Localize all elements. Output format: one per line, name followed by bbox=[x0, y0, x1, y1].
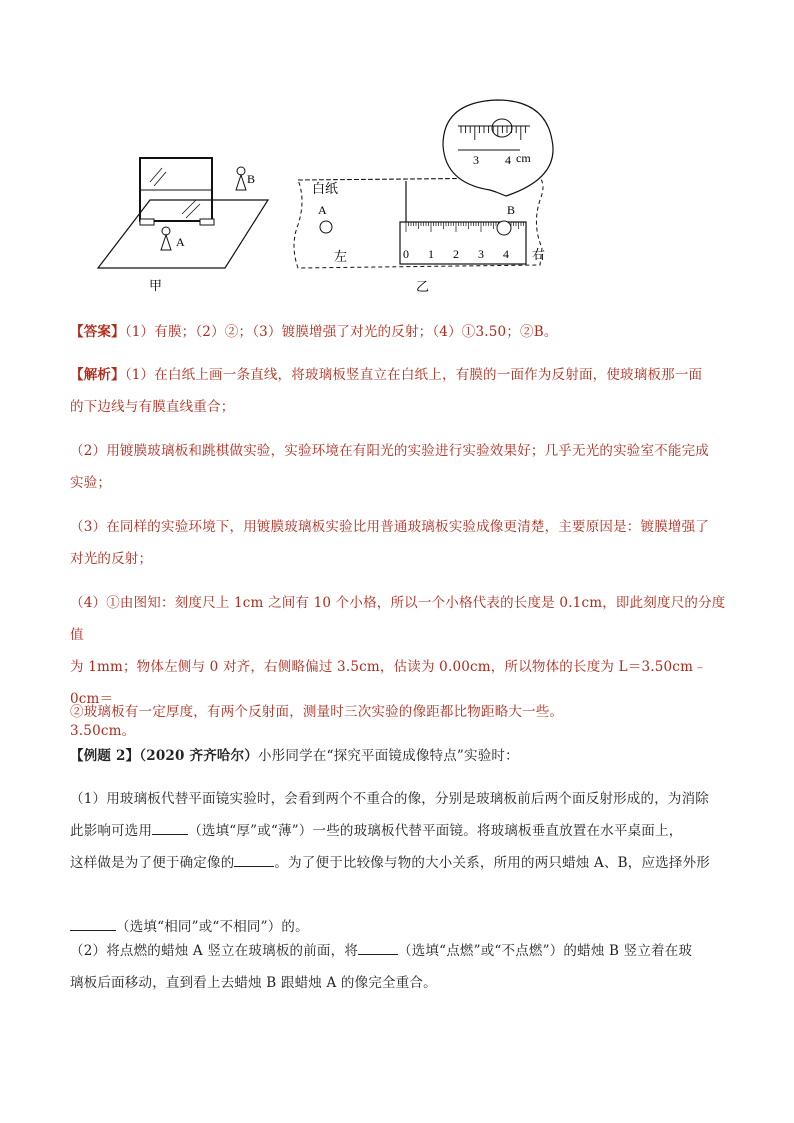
analysis-p1: （1）在白纸上画一条直线，将玻璃板竖直立在白纸上，有膜的一面作为反射面，使玻璃板那一面 bbox=[124, 367, 703, 383]
answer-tag: 【答案】 bbox=[70, 324, 125, 340]
zoom-tick-3: 3 bbox=[473, 153, 479, 167]
q2-line-a-post: （选填“点燃”或“不点燃”）的蜡烛 B 竖立着在玻 bbox=[398, 943, 693, 959]
q1-line-b-post: （选填“厚”或“薄”）一些的玻璃板代替平面镜。将玻璃板垂直放置在水平桌面上， bbox=[188, 823, 683, 839]
glass-shine bbox=[186, 204, 200, 218]
jia-label-b: B bbox=[247, 172, 256, 186]
q2-line-a-pre: （2）将点燃的蜡烛 A 竖立在玻璃板的前面，将 bbox=[70, 943, 359, 959]
jia-caption: 甲 bbox=[149, 279, 163, 294]
analysis-block-5 bbox=[70, 696, 726, 728]
ruler-tick-2: 2 bbox=[453, 247, 459, 261]
q1-line-c-pre: 这样做是为了便于确定像的 bbox=[70, 855, 235, 871]
glass-foot-left bbox=[140, 219, 154, 225]
ruler-tick-1: 1 bbox=[428, 247, 434, 261]
figure-yi bbox=[294, 100, 553, 295]
glass-foot-right bbox=[200, 219, 214, 225]
analysis-block-1 bbox=[70, 359, 726, 423]
example-source: （2020 齐齐哈尔） bbox=[139, 748, 259, 764]
glass-shine bbox=[154, 172, 166, 186]
answer-paragraph bbox=[70, 316, 726, 348]
zoom-tick-4: 4 bbox=[505, 153, 511, 167]
analysis-p1b: 的下边线与有膜直线重合； bbox=[70, 399, 235, 415]
blank-shape[interactable] bbox=[70, 916, 116, 931]
yi-label-b: B bbox=[507, 203, 516, 217]
ruler-tick-0: 0 bbox=[403, 247, 409, 261]
object-a bbox=[320, 221, 332, 233]
yi-caption: 乙 bbox=[416, 280, 430, 295]
q1-line-b-pre: 此影响可选用 bbox=[70, 823, 153, 839]
tabletop-plane bbox=[98, 200, 268, 268]
q2-line-b: 璃板后面移动，直到看上去蜡烛 B 跟蜡烛 A 的像完全重合。 bbox=[70, 975, 437, 991]
blank-candle-state[interactable] bbox=[358, 940, 398, 955]
right-label: 右 bbox=[532, 248, 546, 263]
yi-label-a: A bbox=[318, 203, 327, 217]
zoom-unit: cm bbox=[516, 151, 531, 165]
analysis-block-3 bbox=[70, 511, 726, 575]
question-1 bbox=[70, 783, 726, 943]
object-b bbox=[497, 221, 511, 235]
jia-label-a: A bbox=[176, 235, 185, 249]
answer-text: （1）有膜；（2）②；（3）镀膜增强了对光的反射；（4）①3.50；②B。 bbox=[124, 324, 558, 340]
figure-jia bbox=[98, 158, 268, 294]
q1-line-a: （1）用玻璃板代替平面镜实验时，会看到两个不重合的像，分别是玻璃板前后两个面反射形成的，为消除 bbox=[70, 791, 709, 807]
example-tag: 【例题 2】 bbox=[70, 748, 140, 764]
analysis-p3b: 对光的反射； bbox=[70, 551, 153, 567]
paper-label: 白纸 bbox=[312, 182, 339, 197]
ruler-tick-3: 3 bbox=[478, 247, 484, 261]
q1-line-c-post: 。为了便于比较像与物的大小关系，所用的两只蜡烛 A、B，应选择外形 bbox=[274, 855, 710, 871]
analysis-p4b: 为 1mm；物体左侧与 0 对齐，右侧略偏过 3.5cm，估读为 0.00cm，所以物体的长度为 L＝3.50cm﹣0cm＝ bbox=[70, 659, 707, 707]
experiment-figure bbox=[0, 0, 794, 300]
magnifier-bubble bbox=[443, 100, 553, 196]
analysis-p4: （4）①由图知：刻度尺上 1cm 之间有 10 个小格，所以一个小格代表的长度是 0.1cm，即此刻度尺的分度值 bbox=[70, 595, 726, 643]
glass-shine bbox=[182, 200, 196, 214]
blank-thickness[interactable] bbox=[152, 820, 188, 835]
ruler-tick-4: 4 bbox=[503, 247, 509, 261]
chess-piece-a bbox=[161, 227, 171, 250]
q1-line-d-post: （选填“相同”或“不相同”）的。 bbox=[116, 919, 309, 935]
analysis-p5: ②玻璃板有一定厚度，有两个反射面，测量时三次实验的像距都比物距略大一些。 bbox=[70, 704, 564, 720]
glass-shine bbox=[150, 168, 162, 182]
example-header bbox=[70, 740, 726, 772]
example-intro: 小彤同学在“探究平面镜成像特点”实验时： bbox=[258, 748, 519, 764]
chess-piece-b bbox=[236, 167, 246, 190]
analysis-p2b: 实验； bbox=[70, 475, 112, 491]
analysis-p3: （3）在同样的实验环境下，用镀膜玻璃板实验比用普通玻璃板实验成像更清楚，主要原因是：镀膜增强了 bbox=[70, 519, 709, 535]
blank-image-position[interactable] bbox=[234, 852, 274, 867]
question-2 bbox=[70, 935, 726, 999]
left-label: 左 bbox=[334, 250, 348, 265]
analysis-p2: （2）用镀膜玻璃板和跳棋做实验，实验环境在有阳光的实验进行实验效果好；几乎无光的实验室不能完成 bbox=[70, 443, 709, 459]
analysis-p4c: 3.50cm。 bbox=[70, 723, 136, 739]
analysis-block-2 bbox=[70, 435, 726, 499]
analysis-tag: 【解析】 bbox=[70, 367, 125, 383]
